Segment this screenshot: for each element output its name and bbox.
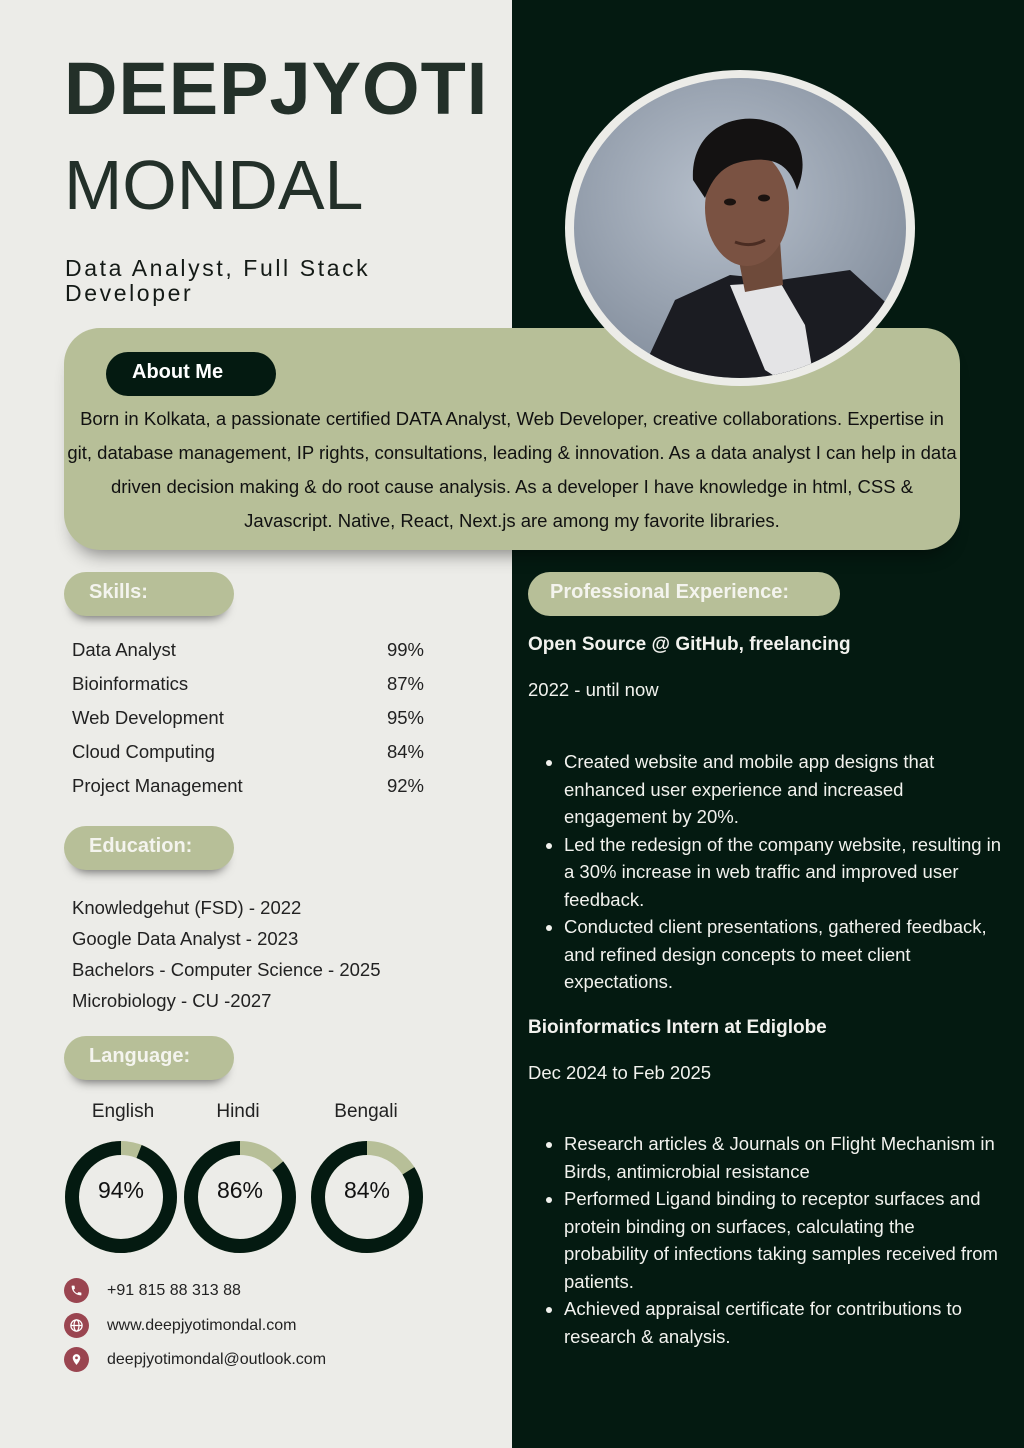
language-name-english: English <box>91 1101 155 1122</box>
job-bullet: • Research articles & Journals on Flight Mechanism in Birds, antimicrobial resistance <box>564 1130 1004 1185</box>
first-name: DEEPJYOTI <box>64 47 489 130</box>
skill-row <box>72 636 424 670</box>
website-text: www.deepjyotimondal.com <box>107 1316 297 1334</box>
location-pin-icon <box>64 1347 89 1372</box>
about-heading: About Me <box>106 352 276 396</box>
skill-row <box>72 670 424 704</box>
job-date-2: Dec 2024 to Feb 2025 <box>528 1062 712 1083</box>
language-heading: Language: <box>64 1036 234 1080</box>
education-list <box>72 892 472 1016</box>
skill-name: Project Management <box>72 775 243 796</box>
skills-list <box>72 636 424 806</box>
phone-text: +91 815 88 313 88 <box>107 1281 241 1299</box>
globe-icon <box>64 1313 89 1338</box>
skill-name: Cloud Computing <box>72 741 215 762</box>
skill-name: Bioinformatics <box>72 673 189 694</box>
education-item: Google Data Analyst - 2023 <box>72 928 299 949</box>
language-name-hindi: Hindi <box>216 1101 260 1122</box>
job-date-1: 2022 - until now <box>528 679 659 700</box>
job-title-1: Open Source @ GitHub, freelancing <box>528 634 851 655</box>
job-bullet: • Created website and mobile app designs that enhanced user experience and increased engagement by 20%. <box>564 748 1004 831</box>
contact-email[interactable] <box>64 1347 326 1372</box>
skill-percent: 92% <box>386 775 424 796</box>
skills-heading: Skills: <box>64 572 234 616</box>
phone-icon <box>64 1278 89 1303</box>
about-text: Born in Kolkata, a passionate certified DATA Analyst, Web Developer, creative collaborations. Expertise in git, database management, IP rights, consultations, leading & innovation. As a data analyst I can help in data driven decision making & do root cause analysis. As a developer I have knowledge in html, CSS & Javascript. Native, React, Next.js are among my favorite libraries. <box>67 408 957 531</box>
skill-percent: 84% <box>386 741 424 762</box>
skill-percent: 87% <box>386 673 424 694</box>
language-name-bengali: Bengali <box>334 1101 398 1122</box>
education-item: Bachelors - Computer Science - 2025 <box>72 959 381 980</box>
education-heading: Education: <box>64 826 234 870</box>
skill-row <box>72 704 424 738</box>
job-bullet: • Conducted client presentations, gathered feedback, and refined design concepts to meet client expectations. <box>564 913 1004 996</box>
skill-percent: 95% <box>386 707 424 728</box>
job-bullet: • Performed Ligand binding to receptor surfaces and protein binding on surfaces, calculating the probability of infections taking samples received from patients. <box>564 1185 1004 1295</box>
profile-photo <box>565 70 919 390</box>
job-bullet: • Led the redesign of the company website, resulting in a 30% increase in web traffic and improved user feedback. <box>564 831 1004 914</box>
language-percent-bengali: 84% <box>343 1177 391 1203</box>
job-title: Data Analyst, Full Stack Developer <box>65 255 371 306</box>
education-item: Microbiology - CU -2027 <box>72 990 272 1011</box>
skill-row <box>72 738 424 772</box>
skill-name: Web Development <box>72 707 224 728</box>
profile-photo-illustration <box>565 70 915 386</box>
education-item: Knowledgehut (FSD) - 2022 <box>72 897 302 918</box>
language-percent-english: 94% <box>97 1177 145 1203</box>
last-name: MONDAL <box>64 146 364 224</box>
contact-website[interactable] <box>64 1313 296 1338</box>
skill-row <box>72 772 424 806</box>
email-text: deepjyotimondal@outlook.com <box>107 1350 327 1368</box>
experience-heading: Professional Experience: <box>528 572 840 616</box>
job-bullets-1 <box>528 748 1004 996</box>
language-percent-hindi: 86% <box>216 1177 264 1203</box>
skill-name: Data Analyst <box>72 639 176 660</box>
contact-phone[interactable] <box>64 1278 241 1303</box>
job-bullets-2 <box>528 1130 1004 1350</box>
job-title-2: Bioinformatics Intern at Ediglobe <box>528 1017 827 1038</box>
skill-percent: 99% <box>386 639 424 660</box>
job-bullet: • Achieved appraisal certificate for contributions to research & analysis. <box>564 1295 1004 1350</box>
